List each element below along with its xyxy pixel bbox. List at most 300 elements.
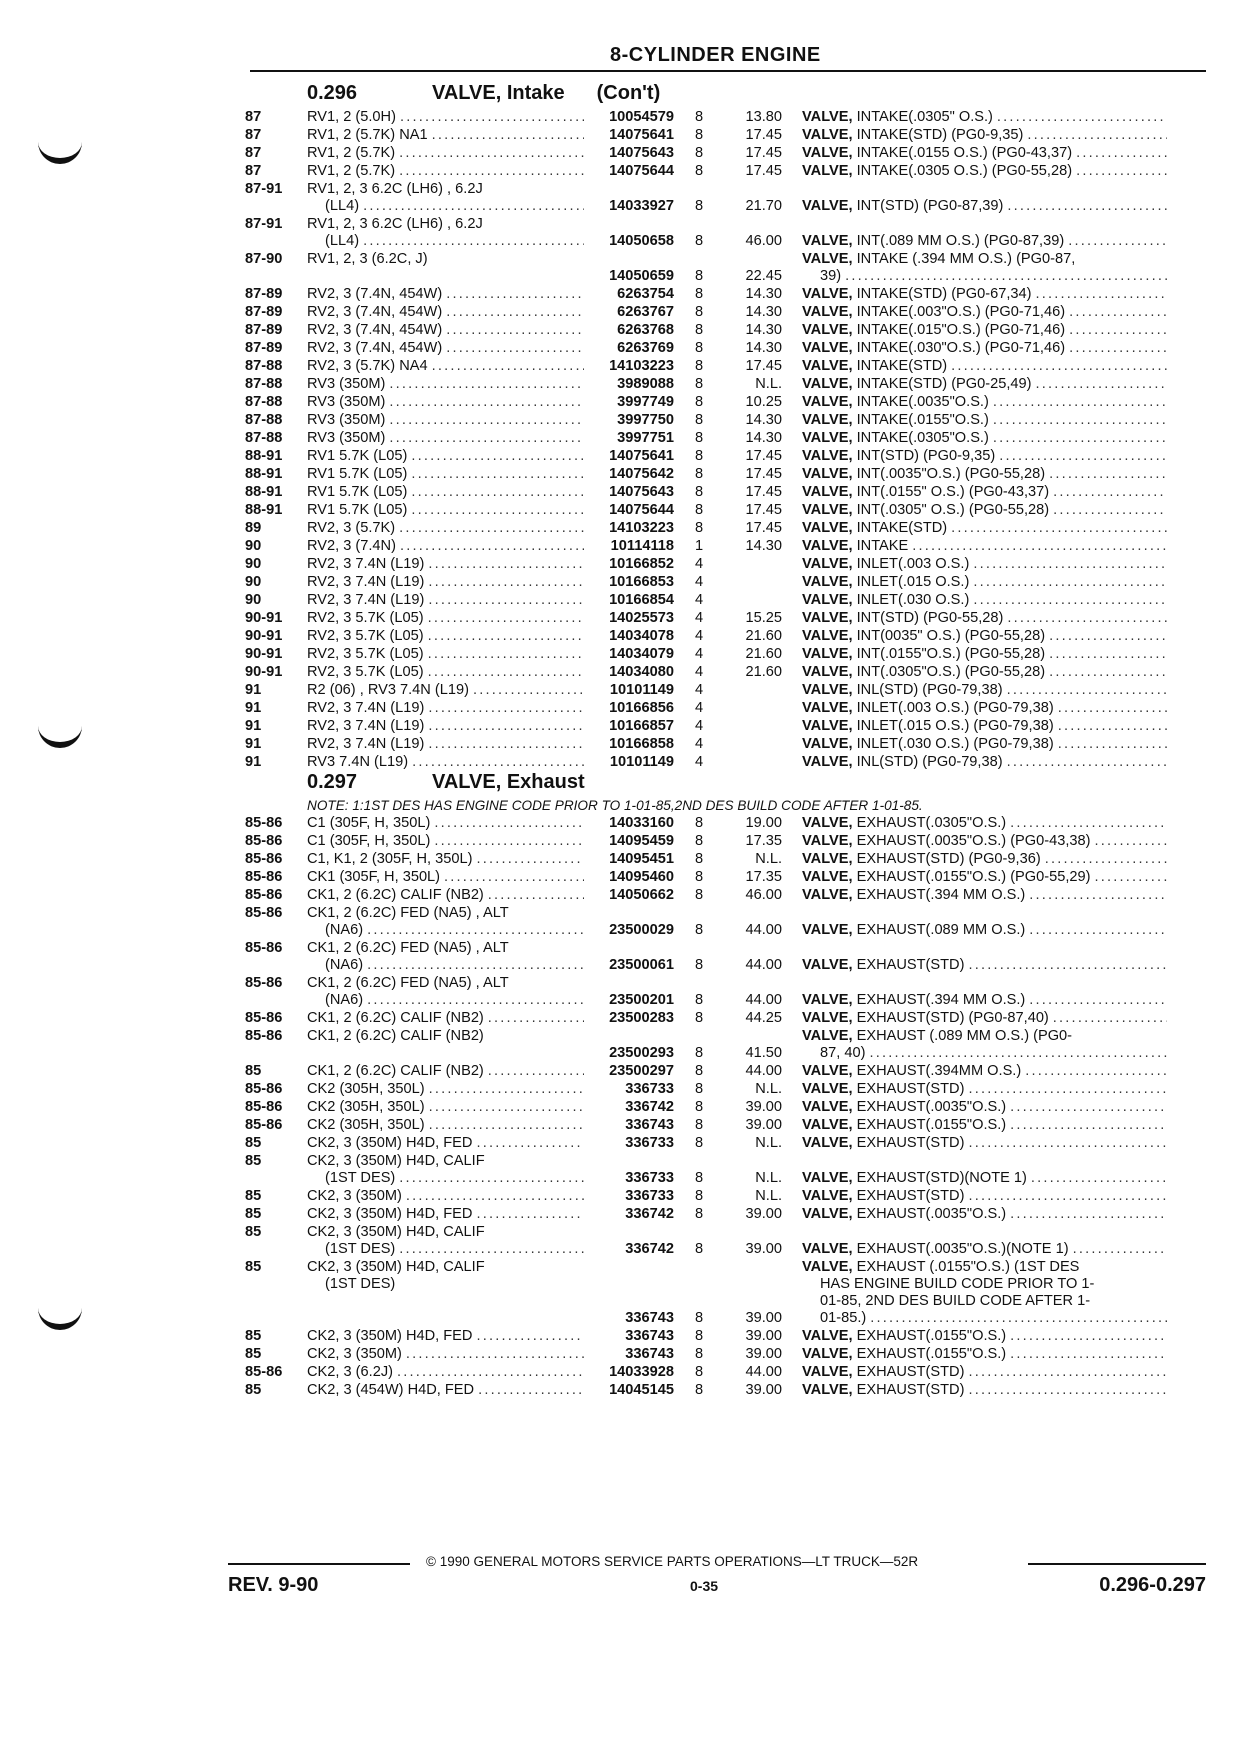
description-keyword: VALVE, — [802, 1063, 853, 1079]
part-number: 10054579 — [609, 109, 674, 125]
table-row — [245, 483, 1207, 501]
application-text: RV2, 3 7.4N (L19) — [307, 736, 425, 752]
application-text: RV2, 3 (5.7K) — [307, 520, 396, 536]
application-text: CK2, 3 (350M) H4D, FED — [307, 1135, 473, 1151]
price: 17.45 — [745, 520, 782, 536]
description-text — [802, 886, 1025, 904]
model-years: 85-86 — [245, 833, 283, 849]
table-row — [245, 321, 1207, 339]
description-detail: EXHAUST(.0155"O.S.) — [852, 1328, 1007, 1344]
price — [714, 735, 782, 753]
part-number: 336743 — [625, 1310, 674, 1326]
dot-leader — [440, 868, 584, 886]
parts-entry — [245, 1345, 1207, 1363]
empty-cell — [584, 1223, 674, 1241]
table-row — [245, 250, 1207, 268]
dot-leader — [989, 429, 1167, 447]
empty-cell — [684, 180, 714, 198]
application-text: CK1, 2 (6.2C) FED (NA5) , ALT — [307, 940, 509, 956]
application-text: CK2 (305H, 350L) — [307, 1099, 425, 1115]
model-years: 85 — [245, 1346, 262, 1362]
dot-leader — [485, 1152, 584, 1170]
application-text: RV3 (350M) — [307, 412, 386, 428]
description-detail: INT(.0305" O.S.) (PG0-55,28) — [852, 502, 1050, 518]
description-cell — [802, 303, 1167, 321]
description-keyword: VALVE, — [802, 1206, 853, 1222]
description-detail: INT(STD) (PG0-87,39) — [852, 198, 1004, 214]
description-cell — [802, 1327, 1167, 1345]
dot-leader — [1027, 1170, 1167, 1187]
description-text — [802, 663, 1045, 681]
description-cell — [802, 375, 1167, 393]
description-cell — [802, 501, 1167, 519]
section-number: 0.296 — [307, 82, 358, 104]
price: 17.45 — [745, 145, 782, 161]
parts-entry — [245, 627, 1207, 645]
application-cell — [307, 1327, 584, 1345]
quantity: 8 — [694, 1346, 704, 1362]
application-cell — [307, 1241, 584, 1258]
application-cell — [307, 198, 584, 215]
parts-entry — [245, 108, 1207, 126]
part-number: 14103223 — [609, 520, 674, 536]
dot-leader — [1045, 627, 1167, 645]
application-cell — [307, 1310, 584, 1327]
dot-leader — [425, 1116, 584, 1134]
description-keyword: VALVE, — [802, 682, 853, 698]
parts-entry — [245, 753, 1207, 771]
parts-entry — [245, 886, 1207, 904]
application-cell — [307, 250, 584, 268]
application-text: RV2, 3 7.4N (L19) — [307, 556, 425, 572]
description-text — [802, 357, 947, 375]
dot-leader — [509, 939, 584, 957]
dot-leader — [1006, 1327, 1167, 1345]
dot-leader — [395, 144, 584, 162]
description-detail: EXHAUST (.0155"O.S.) (1ST DES — [852, 1259, 1080, 1275]
dot-leader — [484, 1062, 584, 1080]
description-text — [802, 519, 947, 537]
table-row — [245, 717, 1207, 735]
application-cell — [307, 108, 584, 126]
dot-leader — [1003, 681, 1167, 699]
description-detail: INTAKE(.0035"O.S.) — [852, 394, 989, 410]
description-text — [802, 1327, 1006, 1345]
application-text: CK1, 2 (6.2C) CALIF (NB2) — [307, 1010, 484, 1026]
dot-leader — [1094, 1276, 1167, 1293]
description-keyword: VALVE, — [802, 646, 853, 662]
model-years: 91 — [245, 718, 262, 734]
application-text: (NA6) — [325, 992, 364, 1008]
table-row — [245, 868, 1207, 886]
quantity: 8 — [694, 1010, 704, 1026]
dot-leader — [969, 555, 1167, 573]
dot-leader — [424, 645, 584, 663]
part-number: 336743 — [625, 1117, 674, 1133]
application-text: CK2 (305H, 350L) — [307, 1117, 425, 1133]
parts-entry — [245, 1258, 1207, 1327]
description-keyword: VALVE, — [802, 815, 853, 831]
application-text: CK1, 2 (6.2C) CALIF (NB2) — [307, 887, 484, 903]
dot-leader — [424, 573, 584, 591]
description-cell — [802, 681, 1167, 699]
dot-leader — [1069, 1241, 1167, 1258]
description-detail: EXHAUST(.394MM O.S.) — [852, 1063, 1022, 1079]
application-text: CK2 (305H, 350L) — [307, 1081, 425, 1097]
application-cell — [307, 1223, 584, 1241]
description-keyword: VALVE, — [802, 376, 853, 392]
application-cell — [307, 974, 584, 992]
description-cell — [802, 717, 1167, 735]
application-text: R2 (06) , RV3 7.4N (L19) — [307, 682, 469, 698]
parts-entry — [245, 303, 1207, 321]
dot-leader — [1032, 375, 1168, 393]
description-text — [802, 645, 1045, 663]
description-text — [802, 1381, 964, 1399]
model-years: 90 — [245, 574, 262, 590]
description-keyword: VALVE, — [802, 1188, 853, 1204]
dot-leader — [428, 357, 584, 375]
part-number: 14075642 — [609, 466, 674, 482]
parts-entry — [245, 591, 1207, 609]
dot-leader — [1054, 735, 1167, 753]
parts-entry — [245, 375, 1207, 393]
dot-leader — [472, 850, 584, 868]
table-row — [245, 144, 1207, 162]
parts-entry — [245, 1027, 1207, 1062]
price: 17.45 — [745, 358, 782, 374]
description-cell — [802, 1134, 1167, 1152]
dot-leader — [1049, 483, 1167, 501]
quantity: 8 — [694, 198, 704, 214]
price: 14.30 — [745, 304, 782, 320]
quantity: 4 — [694, 682, 704, 698]
table-row — [245, 886, 1207, 904]
description-text — [802, 868, 1091, 886]
price: 39.00 — [745, 1117, 782, 1133]
description-detail: INT(STD) (PG0-55,28) — [852, 610, 1004, 626]
dot-leader — [485, 1258, 584, 1276]
description-text — [802, 1009, 1049, 1027]
part-number: 336733 — [625, 1170, 674, 1186]
description-text — [802, 126, 1023, 144]
table-row — [245, 215, 1207, 233]
parts-listing — [245, 82, 1207, 1399]
application-text: RV2, 3 (5.7K) NA4 — [307, 358, 428, 374]
table-row — [245, 180, 1207, 198]
part-number: 10114118 — [610, 538, 674, 554]
dot-leader — [472, 1134, 584, 1152]
description-cell — [802, 1080, 1167, 1098]
dot-leader — [428, 126, 584, 144]
quantity: 4 — [694, 664, 704, 680]
part-number: 336742 — [625, 1241, 674, 1257]
description-cell — [802, 645, 1167, 663]
parts-entry — [245, 215, 1207, 250]
empty-cell — [245, 233, 307, 250]
application-cell — [307, 393, 584, 411]
description-keyword: VALVE, — [802, 992, 853, 1008]
quantity: 8 — [694, 376, 704, 392]
empty-cell — [714, 1223, 782, 1241]
empty-cell — [714, 1293, 782, 1310]
description-detail: INLET(.030 O.S.) — [852, 592, 970, 608]
description-keyword: VALVE, — [802, 304, 853, 320]
description-text — [802, 537, 908, 555]
description-cell — [802, 321, 1167, 339]
empty-cell — [584, 904, 674, 922]
table-row — [245, 1205, 1207, 1223]
application-text: RV1, 2, 3 (6.2C, J) — [307, 251, 428, 267]
quantity: 8 — [694, 163, 704, 179]
application-cell — [307, 699, 584, 717]
description-detail: EXHAUST(STD) — [852, 1364, 965, 1380]
price: 46.00 — [745, 887, 782, 903]
application-cell — [307, 922, 584, 939]
description-text — [802, 233, 1064, 250]
application-cell — [307, 1187, 584, 1205]
quantity: 8 — [694, 1310, 704, 1326]
copyright-notice: © 1990 GENERAL MOTORS SERVICE PARTS OPERATIONS—LT TRUCK—52R — [426, 1554, 919, 1569]
application-cell — [307, 904, 584, 922]
description-cell — [802, 1293, 1167, 1310]
table-row — [245, 735, 1207, 753]
description-cell — [802, 555, 1167, 573]
model-years: 90 — [245, 592, 262, 608]
price: 14.30 — [745, 538, 782, 554]
application-cell — [307, 285, 584, 303]
description-text — [802, 1098, 1006, 1116]
quantity: 8 — [694, 1081, 704, 1097]
description-detail: INLET(.015 O.S.) — [852, 574, 970, 590]
dot-leader — [407, 465, 584, 483]
part-number: 14050659 — [609, 268, 674, 284]
dot-leader — [430, 832, 584, 850]
description-cell — [802, 1152, 1167, 1170]
empty-cell — [714, 1152, 782, 1170]
description-text — [802, 465, 1045, 483]
quantity: 8 — [694, 922, 704, 938]
empty-cell — [245, 1293, 307, 1310]
description-text — [802, 1134, 964, 1152]
table-row — [245, 537, 1207, 555]
table-row-continuation — [245, 1293, 1207, 1310]
empty-cell — [245, 198, 307, 215]
dot-leader — [1072, 144, 1167, 162]
description-text — [802, 1116, 1006, 1134]
dot-leader — [1054, 717, 1167, 735]
empty-cell — [245, 922, 307, 939]
price: 44.25 — [745, 1010, 782, 1026]
application-text: (NA6) — [325, 957, 364, 973]
application-cell — [307, 1062, 584, 1080]
quantity: 4 — [694, 592, 704, 608]
table-row — [245, 1062, 1207, 1080]
application-cell — [307, 233, 584, 250]
table-row-continuation — [245, 1045, 1207, 1062]
section-number: 0.297 — [307, 771, 358, 793]
part-number: 14033927 — [609, 198, 674, 214]
dot-leader — [1075, 250, 1167, 268]
description-cell — [802, 519, 1167, 537]
description-keyword: VALVE, — [802, 1028, 853, 1044]
dot-leader — [993, 108, 1167, 126]
dot-leader — [385, 411, 584, 429]
dot-leader — [964, 1134, 1167, 1152]
description-keyword: VALVE, — [802, 957, 853, 973]
description-detail: EXHAUST(.0035"O.S.) — [852, 1206, 1007, 1222]
table-row-continuation — [245, 233, 1207, 250]
model-years: 85-86 — [245, 940, 283, 956]
description-cell — [802, 850, 1167, 868]
description-detail: EXHAUST(.0155"O.S.) — [852, 1346, 1007, 1362]
model-years: 88-91 — [245, 484, 283, 500]
dot-leader — [425, 1080, 584, 1098]
quantity: 8 — [694, 484, 704, 500]
application-text: CK1, 2 (6.2C) FED (NA5) , ALT — [307, 905, 509, 921]
description-detail: EXHAUST(STD) — [852, 1135, 965, 1151]
application-cell — [307, 1258, 584, 1276]
application-cell — [307, 1045, 584, 1062]
model-years: 88-91 — [245, 502, 283, 518]
description-text — [802, 1080, 964, 1098]
price: 39.00 — [745, 1206, 782, 1222]
parts-entry — [245, 681, 1207, 699]
model-years: 90-91 — [245, 664, 283, 680]
model-years: 85 — [245, 1224, 262, 1240]
quantity: 8 — [694, 1170, 704, 1186]
dot-leader — [484, 1027, 584, 1045]
application-cell — [307, 1345, 584, 1363]
quantity: 4 — [694, 718, 704, 734]
parts-entry — [245, 1009, 1207, 1027]
description-cell — [802, 447, 1167, 465]
description-keyword: VALVE, — [802, 1099, 853, 1115]
model-years: 85 — [245, 1259, 262, 1275]
description-keyword: VALVE, — [802, 1328, 853, 1344]
table-row-continuation — [245, 992, 1207, 1009]
parts-entry — [245, 868, 1207, 886]
price: 14.30 — [745, 286, 782, 302]
part-number: 14033160 — [609, 815, 674, 831]
part-number: 336733 — [625, 1188, 674, 1204]
dot-leader — [363, 992, 584, 1009]
description-text — [802, 1258, 1079, 1276]
dot-leader — [1045, 663, 1167, 681]
parts-entry — [245, 519, 1207, 537]
description-detail: INTAKE — [852, 538, 909, 554]
table-row — [245, 555, 1207, 573]
quantity: 4 — [694, 736, 704, 752]
description-text: 39) — [820, 268, 842, 284]
application-cell — [307, 1134, 584, 1152]
application-text: CK2, 3 (350M) H4D, CALIF — [307, 1224, 485, 1240]
description-keyword: VALVE, — [802, 394, 853, 410]
table-row-continuation — [245, 1241, 1207, 1258]
quantity: 8 — [694, 1135, 704, 1151]
empty-cell — [245, 1276, 307, 1293]
part-number: 14095459 — [609, 833, 674, 849]
dot-leader — [395, 162, 584, 180]
table-row — [245, 411, 1207, 429]
dot-leader — [1049, 501, 1167, 519]
description-detail: EXHAUST(STD) — [852, 957, 965, 973]
description-cell — [802, 627, 1167, 645]
description-cell — [802, 1187, 1167, 1205]
quantity: 8 — [694, 1117, 704, 1133]
description-cell — [802, 609, 1167, 627]
dot-leader — [424, 663, 584, 681]
model-years: 87-89 — [245, 322, 283, 338]
dot-leader — [442, 321, 584, 339]
dot-leader — [1032, 285, 1168, 303]
application-text: RV3 (350M) — [307, 394, 386, 410]
dot-leader — [1045, 465, 1167, 483]
dot-leader — [474, 1381, 584, 1399]
description-text — [802, 144, 1072, 162]
dot-leader — [424, 591, 584, 609]
description-cell — [802, 886, 1167, 904]
description-keyword: VALVE, — [802, 574, 853, 590]
quantity: 8 — [694, 1382, 704, 1398]
description-cell — [802, 1310, 1167, 1327]
binder-hole-mark — [38, 720, 82, 748]
application-text: RV2, 3 (7.4N, 454W) — [307, 340, 443, 356]
empty-cell — [584, 215, 674, 233]
application-cell — [307, 1276, 584, 1293]
parts-entry — [245, 393, 1207, 411]
description-keyword: VALVE, — [802, 1170, 853, 1186]
model-years: 87 — [245, 127, 262, 143]
parts-entry — [245, 1205, 1207, 1223]
application-cell — [307, 591, 584, 609]
dot-leader — [1006, 1345, 1167, 1363]
description-keyword: VALVE, — [802, 358, 853, 374]
dot-leader — [964, 1187, 1167, 1205]
dot-leader — [866, 1310, 1167, 1327]
part-number: 10166854 — [609, 592, 674, 608]
table-row — [245, 1223, 1207, 1241]
part-number: 14075644 — [609, 163, 674, 179]
description-keyword: VALVE, — [802, 869, 853, 885]
application-cell — [307, 162, 584, 180]
dot-leader — [841, 268, 1167, 285]
table-row — [245, 699, 1207, 717]
model-years: 88-91 — [245, 466, 283, 482]
application-cell — [307, 555, 584, 573]
quantity: 8 — [694, 1206, 704, 1222]
dot-leader — [995, 447, 1167, 465]
part-number: 6263769 — [617, 340, 674, 356]
parts-entry — [245, 1327, 1207, 1345]
application-text: CK2, 3 (350M) H4D, FED — [307, 1328, 473, 1344]
parts-entry — [245, 1116, 1207, 1134]
description-text — [802, 832, 1091, 850]
empty-cell — [584, 1293, 674, 1310]
empty-cell — [714, 1276, 782, 1293]
description-keyword: VALVE, — [802, 502, 853, 518]
empty-cell — [584, 1152, 674, 1170]
parts-entry — [245, 1187, 1207, 1205]
table-row — [245, 609, 1207, 627]
dot-leader — [1003, 609, 1167, 627]
dot-leader — [407, 501, 584, 519]
empty-cell — [684, 1276, 714, 1293]
application-text: RV3 (350M) — [307, 430, 386, 446]
price: N.L. — [755, 376, 782, 392]
description-cell — [802, 108, 1167, 126]
description-text — [802, 573, 969, 591]
